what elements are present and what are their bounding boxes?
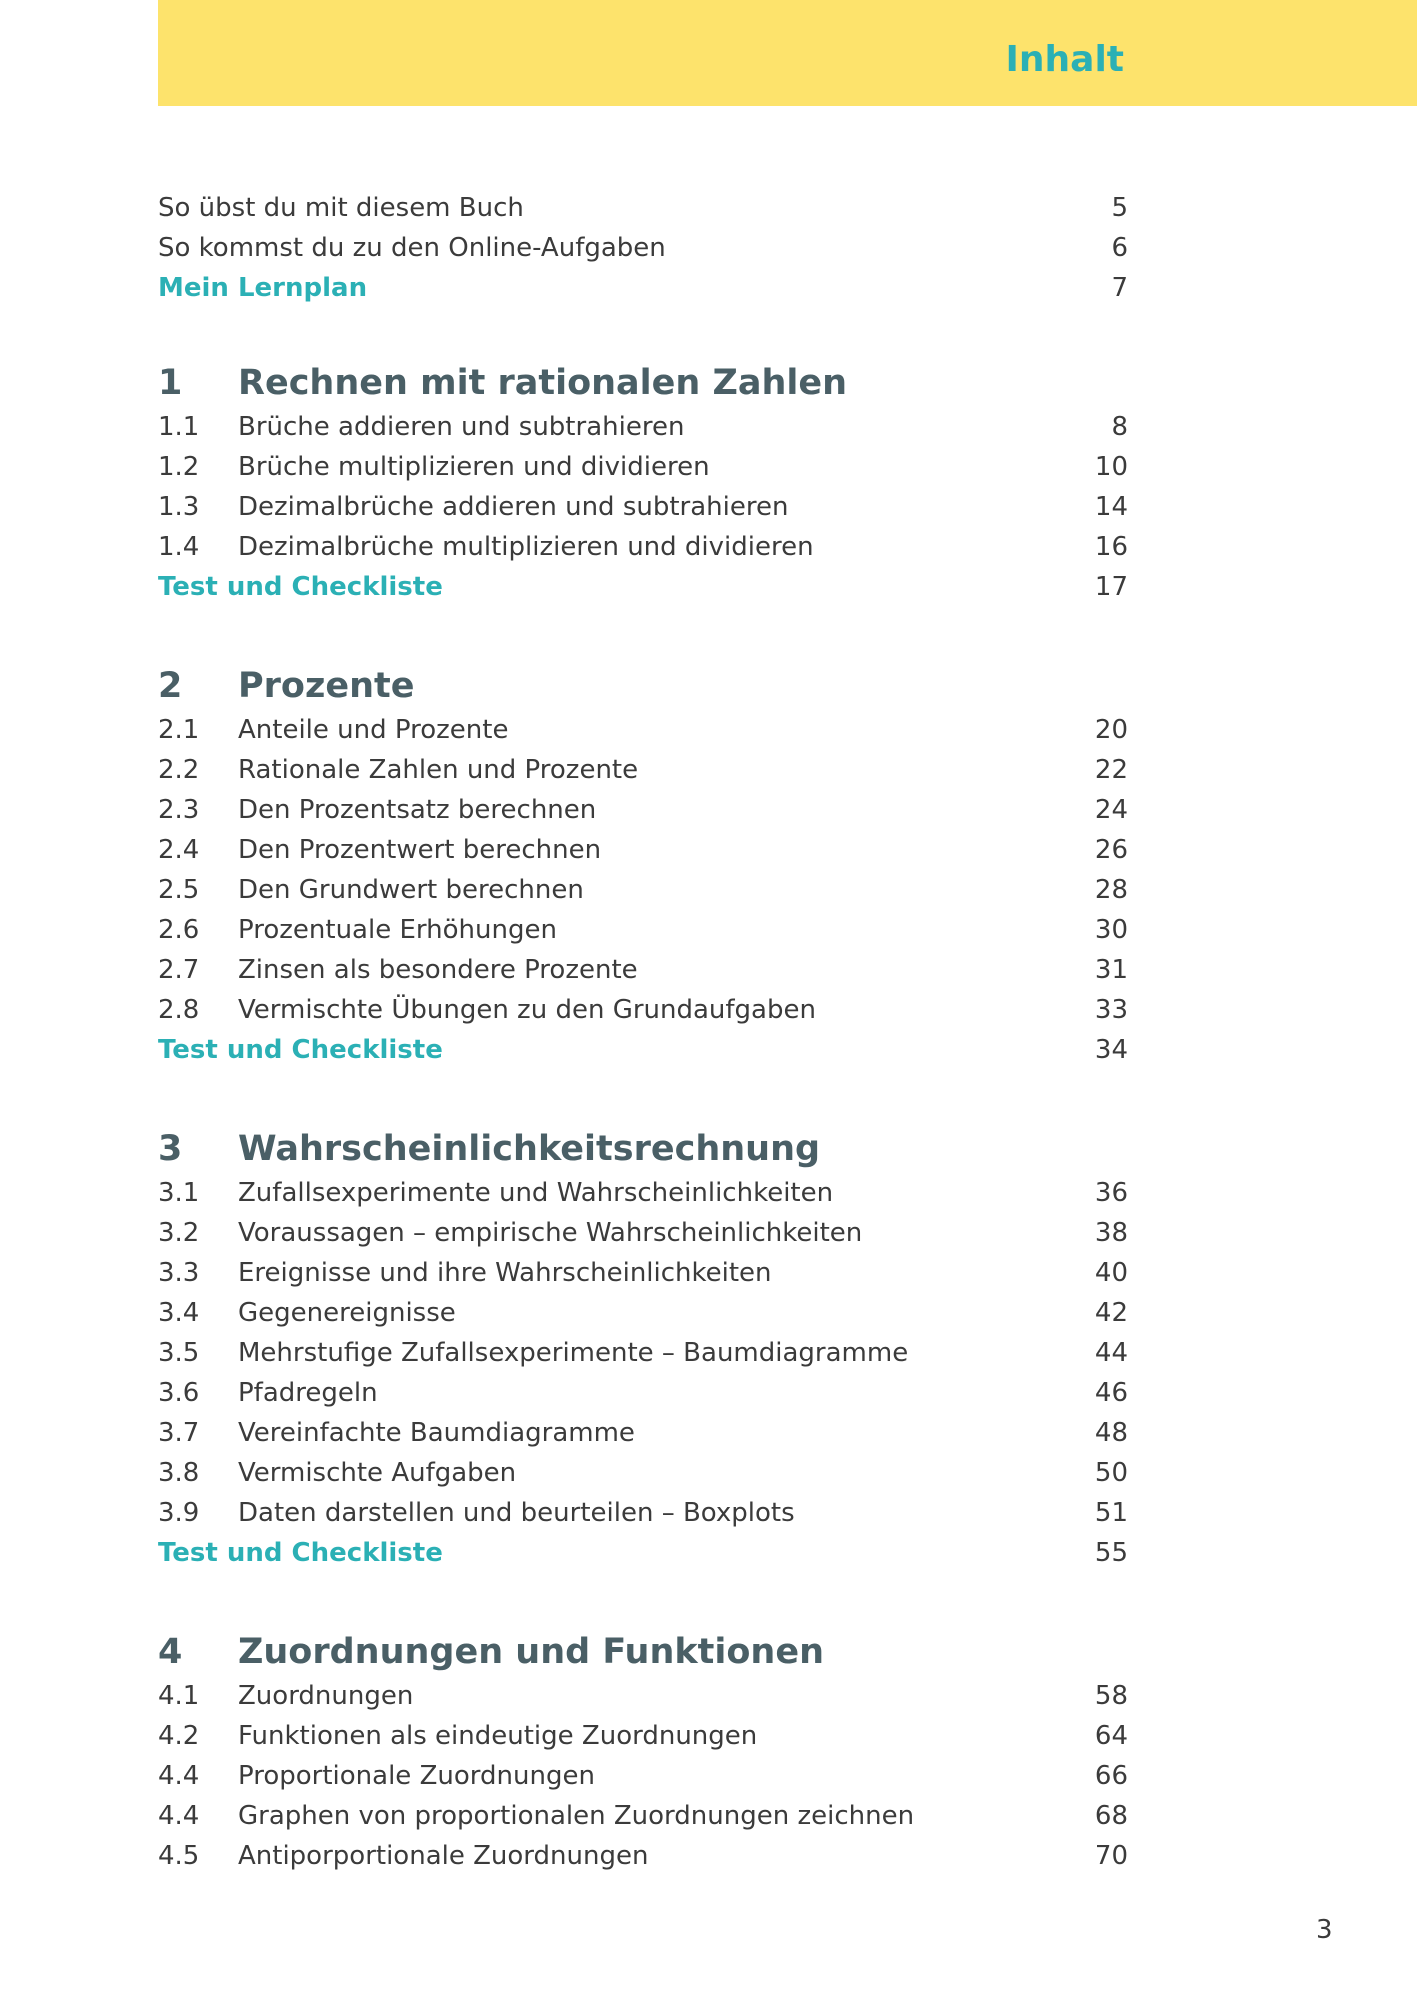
test-page: 34	[1094, 1035, 1128, 1065]
section-number: 1.3	[158, 492, 200, 522]
toc-section[interactable]	[158, 1373, 1128, 1413]
section-title: Anteile und Prozente	[238, 715, 509, 745]
table-of-contents	[158, 188, 1128, 1931]
toc-section[interactable]	[158, 1676, 1128, 1716]
toc-section[interactable]	[158, 1413, 1128, 1453]
chapter-heading[interactable]	[158, 1628, 1128, 1676]
section-title: Graphen von proportionalen Zuordnungen zeichnen	[238, 1801, 915, 1831]
section-page: 30	[1094, 915, 1128, 945]
toc-section[interactable]	[158, 990, 1128, 1030]
section-number: 2.6	[158, 915, 200, 945]
chapter-title: Wahrscheinlichkeitsrechnung	[238, 1129, 821, 1169]
chapter-title: Zuordnungen und Funktionen	[238, 1632, 824, 1672]
section-page: 36	[1094, 1178, 1128, 1208]
section-number: 4.2	[158, 1721, 200, 1751]
section-number: 3.5	[158, 1338, 200, 1368]
toc-section[interactable]	[158, 1756, 1128, 1796]
section-page: 40	[1094, 1258, 1128, 1288]
section-title: Dezimalbrüche multiplizieren und dividieren	[238, 532, 814, 562]
section-title: Mehrstufige Zufallsexperimente – Baumdiagramme	[238, 1338, 909, 1368]
chapter-number: 4	[158, 1632, 183, 1672]
page-number: 3	[1316, 1915, 1333, 1945]
section-title: Dezimalbrüche addieren und subtrahieren	[238, 492, 789, 522]
toc-section[interactable]	[158, 1716, 1128, 1756]
section-title: Zufallsexperimente und Wahrscheinlichkeiten	[238, 1178, 834, 1208]
section-number: 4.1	[158, 1681, 200, 1711]
section-title: Brüche multiplizieren und dividieren	[238, 452, 710, 482]
section-page: 44	[1094, 1338, 1128, 1368]
section-page: 50	[1094, 1458, 1128, 1488]
toc-section[interactable]	[158, 1453, 1128, 1493]
toc-section[interactable]	[158, 1173, 1128, 1213]
toc-entry-title: Mein Lernplan	[158, 273, 368, 303]
section-title: Brüche addieren und subtrahieren	[238, 412, 685, 442]
toc-entry-page: 7	[1111, 273, 1128, 303]
chapter-number: 3	[158, 1129, 183, 1169]
chapter-3	[158, 1125, 1128, 1573]
section-number: 4.4	[158, 1801, 200, 1831]
section-number: 4.5	[158, 1841, 200, 1871]
chapter-heading[interactable]	[158, 359, 1128, 407]
section-page: 16	[1094, 532, 1128, 562]
section-page: 66	[1094, 1761, 1128, 1791]
section-page: 38	[1094, 1218, 1128, 1248]
chapter-2	[158, 662, 1128, 1070]
toc-section[interactable]	[158, 790, 1128, 830]
section-number: 3.2	[158, 1218, 200, 1248]
section-title: Proportionale Zuordnungen	[238, 1761, 595, 1791]
section-page: 48	[1094, 1418, 1128, 1448]
section-number: 2.2	[158, 755, 200, 785]
section-page: 10	[1094, 452, 1128, 482]
chapter-number: 1	[158, 363, 183, 403]
section-number: 2.8	[158, 995, 200, 1025]
toc-section[interactable]	[158, 1493, 1128, 1533]
section-title: Vermischte Aufgaben	[238, 1458, 517, 1488]
section-title: Prozentuale Erhöhungen	[238, 915, 557, 945]
section-page: 51	[1094, 1498, 1128, 1528]
toc-section[interactable]	[158, 447, 1128, 487]
toc-test-checkliste[interactable]	[158, 1030, 1128, 1070]
section-title: Den Grundwert berechnen	[238, 875, 584, 905]
section-page: 64	[1094, 1721, 1128, 1751]
toc-section[interactable]	[158, 910, 1128, 950]
section-number: 2.7	[158, 955, 200, 985]
section-number: 3.9	[158, 1498, 200, 1528]
section-title: Rationale Zahlen und Prozente	[238, 755, 639, 785]
toc-intro	[158, 188, 1128, 308]
section-number: 2.5	[158, 875, 200, 905]
section-number: 3.4	[158, 1298, 200, 1328]
section-title: Gegenereignisse	[238, 1298, 456, 1328]
section-page: 58	[1094, 1681, 1128, 1711]
toc-section[interactable]	[158, 527, 1128, 567]
section-number: 2.3	[158, 795, 200, 825]
section-page: 20	[1094, 715, 1128, 745]
section-page: 14	[1094, 492, 1128, 522]
section-page: 70	[1094, 1841, 1128, 1871]
toc-section[interactable]	[158, 950, 1128, 990]
toc-section[interactable]	[158, 1253, 1128, 1293]
toc-section[interactable]	[158, 870, 1128, 910]
toc-test-checkliste[interactable]	[158, 567, 1128, 607]
chapter-title: Rechnen mit rationalen Zahlen	[238, 363, 848, 403]
chapter-1	[158, 359, 1128, 607]
section-page: 33	[1094, 995, 1128, 1025]
section-title: Voraussagen – empirische Wahrscheinlichkeiten	[238, 1218, 863, 1248]
toc-section[interactable]	[158, 1333, 1128, 1373]
section-page: 68	[1094, 1801, 1128, 1831]
section-page: 8	[1111, 412, 1128, 442]
section-title: Pfadregeln	[238, 1378, 378, 1408]
chapter-heading[interactable]	[158, 1125, 1128, 1173]
section-title: Zinsen als besondere Prozente	[238, 955, 638, 985]
toc-entry-lernplan[interactable]	[158, 268, 1128, 308]
section-page: 42	[1094, 1298, 1128, 1328]
section-number: 1.4	[158, 532, 200, 562]
section-number: 3.3	[158, 1258, 200, 1288]
test-page: 17	[1094, 572, 1128, 602]
section-title: Den Prozentsatz berechnen	[238, 795, 597, 825]
section-number: 2.1	[158, 715, 200, 745]
section-title: Vereinfachte Baumdiagramme	[238, 1418, 635, 1448]
test-page: 55	[1094, 1538, 1128, 1568]
section-page: 28	[1094, 875, 1128, 905]
toc-section[interactable]	[158, 830, 1128, 870]
section-number: 2.4	[158, 835, 200, 865]
toc-section[interactable]	[158, 407, 1128, 447]
toc-entry[interactable]	[158, 188, 1128, 228]
section-number: 1.1	[158, 412, 200, 442]
toc-entry-title: So übst du mit diesem Buch	[158, 193, 524, 223]
toc-entry-title: So kommst du zu den Online-Aufgaben	[158, 233, 666, 263]
section-number: 3.6	[158, 1378, 200, 1408]
toc-section[interactable]	[158, 1213, 1128, 1253]
chapter-4	[158, 1628, 1128, 1876]
test-title: Test und Checkliste	[158, 1035, 443, 1065]
chapter-heading[interactable]	[158, 662, 1128, 710]
toc-entry-page: 5	[1111, 193, 1128, 223]
section-title: Antiporportionale Zuordnungen	[238, 1841, 649, 1871]
toc-test-checkliste[interactable]	[158, 1533, 1128, 1573]
toc-section[interactable]	[158, 710, 1128, 750]
header-band	[158, 0, 1417, 106]
toc-section[interactable]	[158, 1796, 1128, 1836]
section-number: 3.1	[158, 1178, 200, 1208]
section-page: 22	[1094, 755, 1128, 785]
toc-section[interactable]	[158, 1836, 1128, 1876]
toc-section[interactable]	[158, 750, 1128, 790]
section-title: Ereignisse und ihre Wahrscheinlichkeiten	[238, 1258, 772, 1288]
toc-section[interactable]	[158, 487, 1128, 527]
section-title: Zuordnungen	[238, 1681, 414, 1711]
page-title: Inhalt	[1005, 39, 1124, 80]
toc-entry[interactable]	[158, 228, 1128, 268]
section-number: 3.7	[158, 1418, 200, 1448]
chapter-number: 2	[158, 666, 183, 706]
toc-entry-page: 6	[1111, 233, 1128, 263]
section-number: 4.4	[158, 1761, 200, 1791]
section-page: 31	[1094, 955, 1128, 985]
test-title: Test und Checkliste	[158, 1538, 443, 1568]
section-number: 1.2	[158, 452, 200, 482]
section-page: 24	[1094, 795, 1128, 825]
section-number: 3.8	[158, 1458, 200, 1488]
section-page: 46	[1094, 1378, 1128, 1408]
section-title: Den Prozentwert berechnen	[238, 835, 602, 865]
toc-section[interactable]	[158, 1293, 1128, 1333]
section-title: Funktionen als eindeutige Zuordnungen	[238, 1721, 758, 1751]
test-title: Test und Checkliste	[158, 572, 443, 602]
section-title: Vermischte Übungen zu den Grundaufgaben	[238, 995, 816, 1025]
chapter-title: Prozente	[238, 666, 415, 706]
section-title: Daten darstellen und beurteilen – Boxplots	[238, 1498, 795, 1528]
section-page: 26	[1094, 835, 1128, 865]
